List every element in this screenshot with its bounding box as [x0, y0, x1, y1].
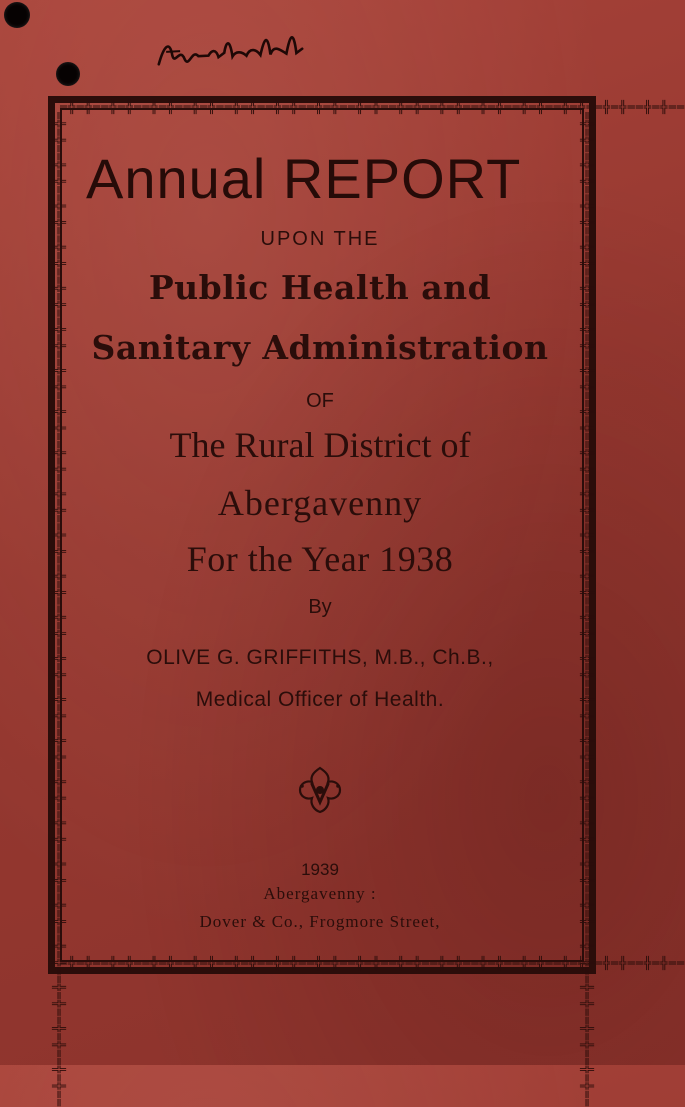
frame-ornament-top: ═╬═╬══╬═╬══╬═╬══╬═╬══╬═╬══╬═╬══╬═╬══╬═╬══╬═╬══╬═╬══╬═╬══╬═╬══╬═╬══╬═╬══╬═╬══ [60, 100, 685, 114]
author-name: OLIVE G. GRIFFITHS, M.B., Ch.B., [146, 646, 494, 669]
publication-place: Abergavenny : [263, 884, 377, 903]
subject-line-2: Sanitary Administration [91, 328, 549, 367]
of-text: OF [306, 390, 334, 412]
punch-hole-top [4, 2, 30, 28]
district-name: Abergavenny [217, 483, 423, 523]
subject-line-1: Public Health and [148, 268, 492, 307]
report-year: For the Year 1938 [186, 539, 454, 579]
district-line-1: The Rural District of [169, 425, 471, 465]
frame-ornament-bottom: ═╬═╬══╬═╬══╬═╬══╬═╬══╬═╬══╬═╬══╬═╬══╬═╬══╬═╬══╬═╬══╬═╬══╬═╬══╬═╬══╬═╬══╬═╬══ [60, 956, 685, 970]
frame-ornament-left: ═╬═╬══╬═╬══╬═╬══╬═╬══╬═╬══╬═╬══╬═╬══╬═╬══╬═╬══╬═╬══╬═╬══╬═╬══╬═╬══╬═╬══╬═╬══╬═╬══╬═╬══╬═╬══╬═╬══╬═╬══╬═╬══╬═╬══╬═╬══╬═╬══ [52, 112, 66, 1107]
frame-ornament-right: ═╬═╬══╬═╬══╬═╬══╬═╬══╬═╬══╬═╬══╬═╬══╬═╬══╬═╬══╬═╬══╬═╬══╬═╬══╬═╬══╬═╬══╬═╬══╬═╬══╬═╬══╬═╬══╬═╬══╬═╬══╬═╬══╬═╬══╬═╬══╬═╬══ [580, 112, 594, 1107]
publication-year: 1939 [301, 860, 339, 879]
author-title: Medical Officer of Health. [195, 688, 445, 711]
punch-hole-second [56, 62, 80, 86]
upon-the-text: UPON THE [260, 228, 380, 250]
printer-name: Dover & Co., Frogmore Street, [199, 912, 441, 931]
ornament-emblem-icon [294, 764, 346, 816]
report-title: Annual REPORT [86, 147, 522, 210]
by-text: By [308, 596, 332, 618]
handwritten-signature [149, 17, 331, 76]
